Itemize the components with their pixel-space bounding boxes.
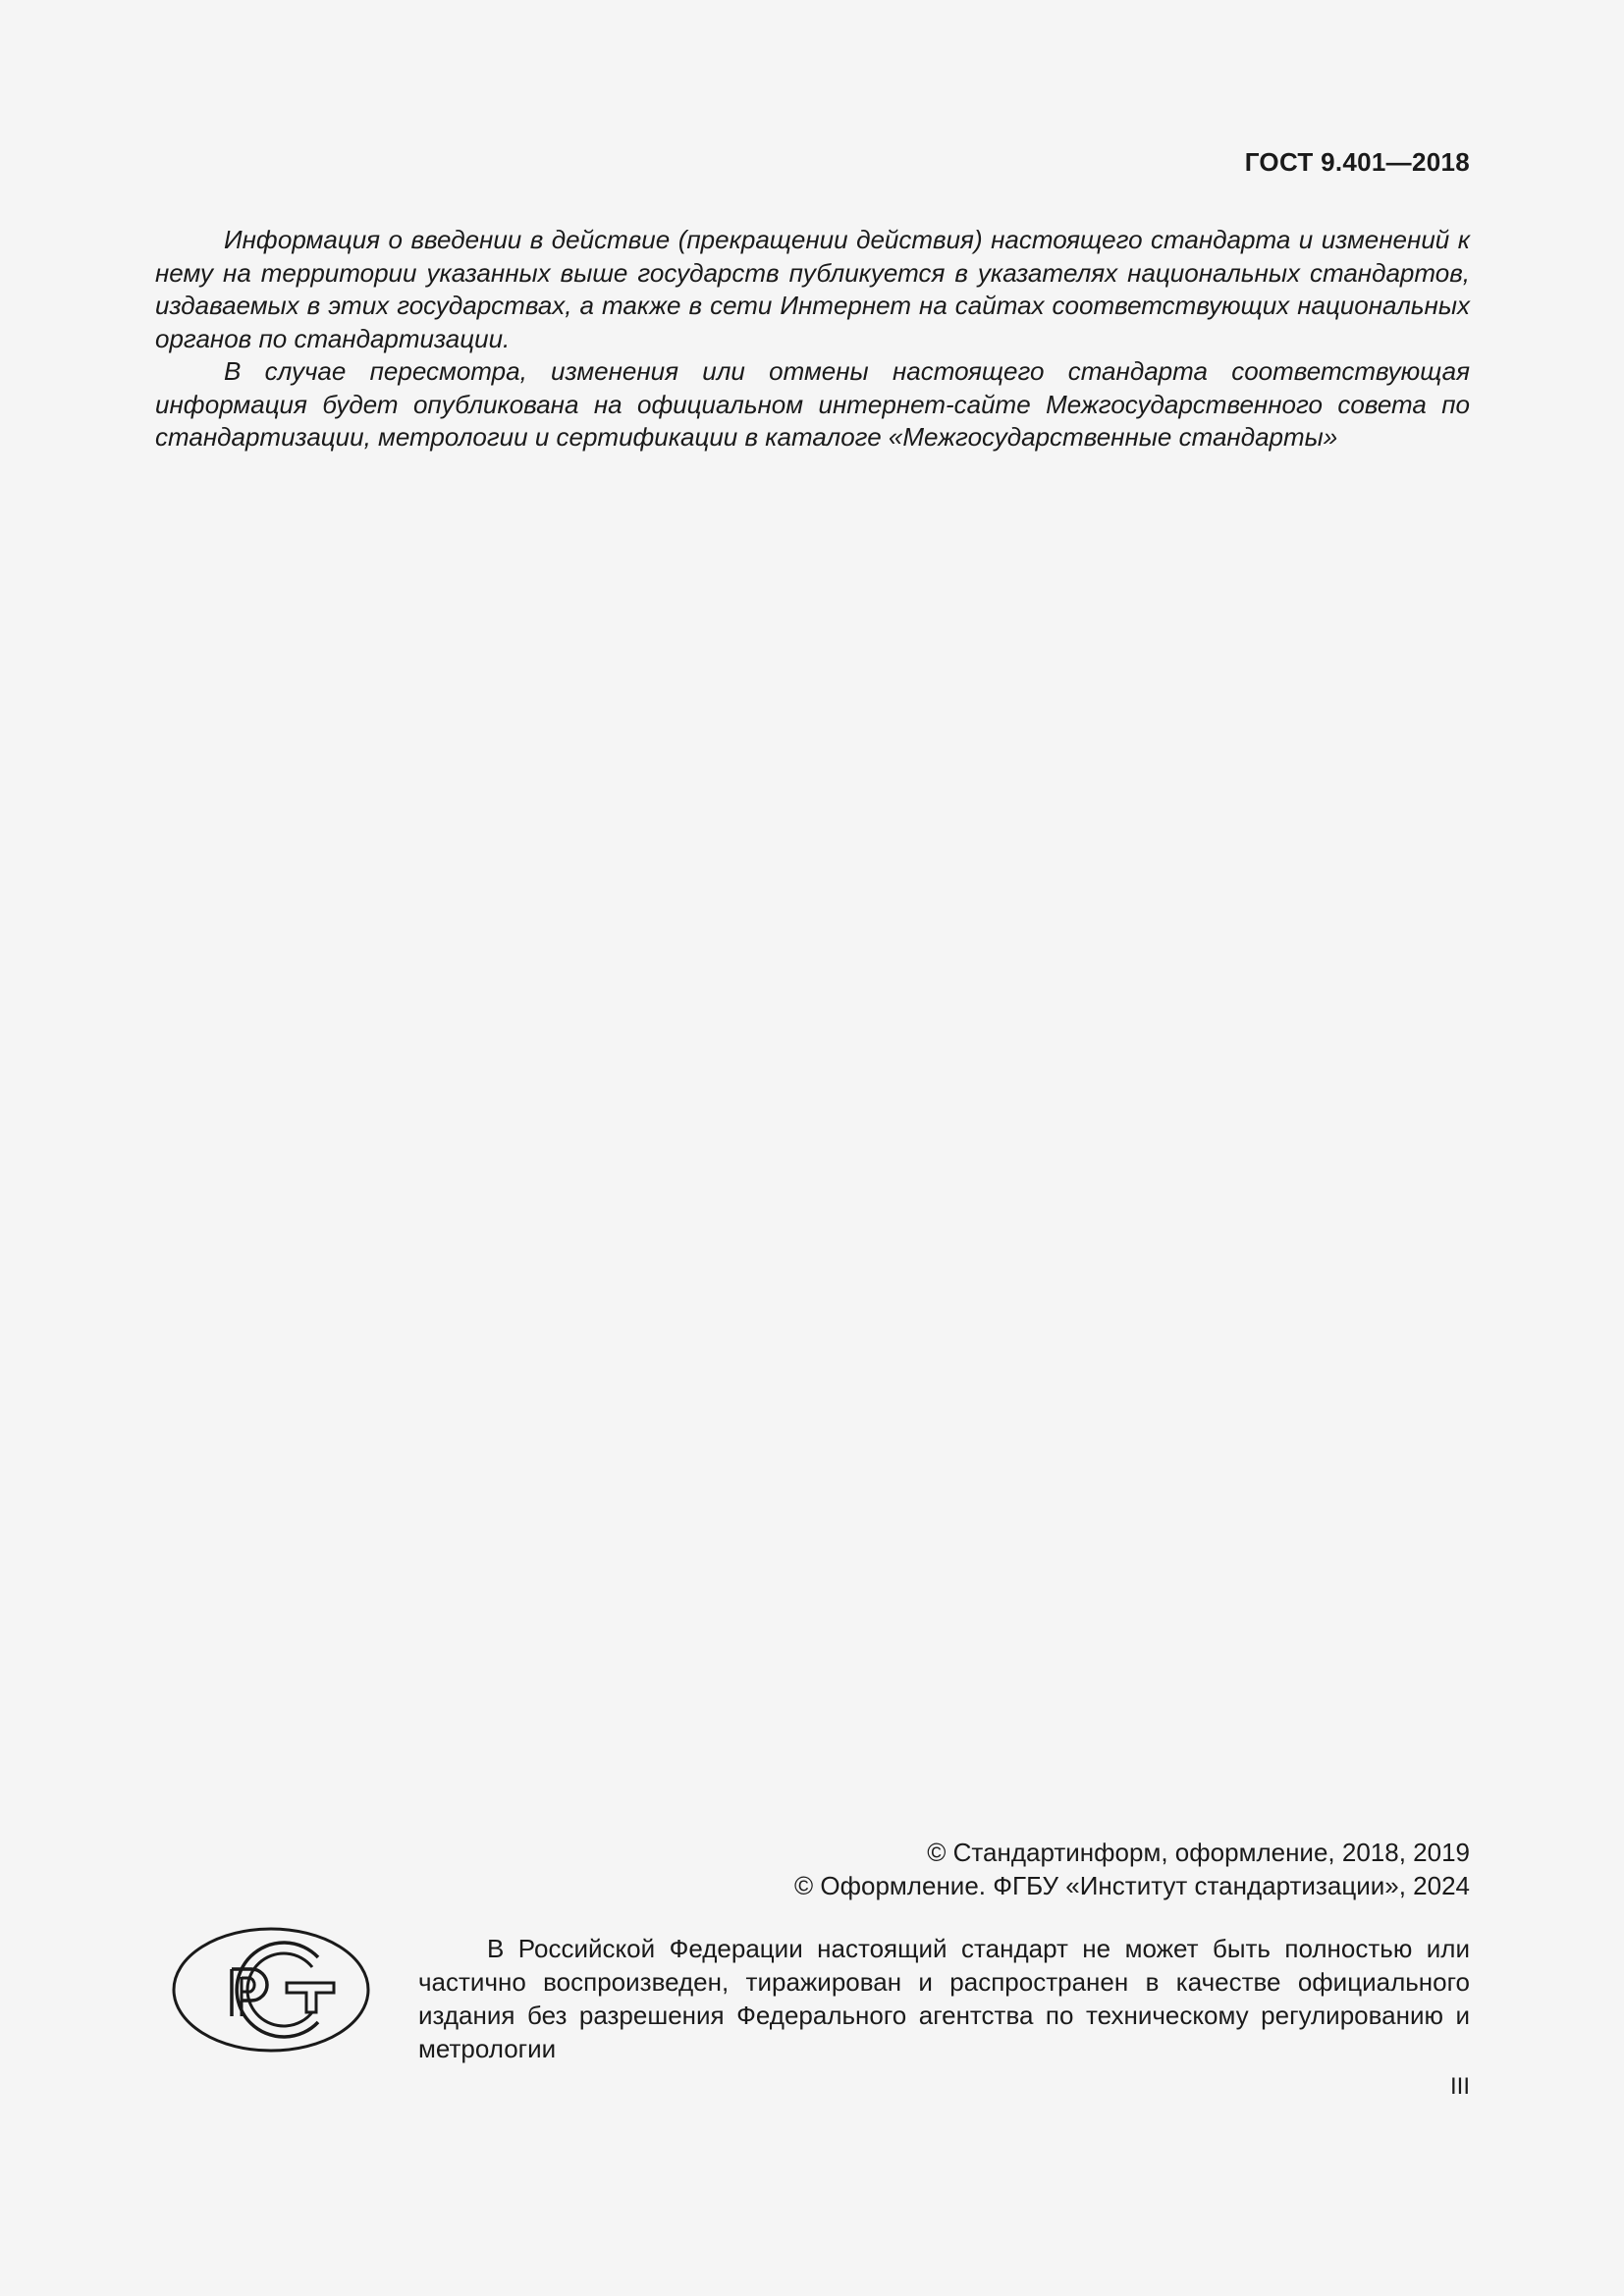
copyright-line: © Стандартинформ, оформление, 2018, 2019 bbox=[927, 1838, 1470, 1867]
rst-certification-mark-icon bbox=[171, 1926, 371, 2054]
document-code: ГОСТ 9.401—2018 bbox=[1244, 147, 1470, 177]
page-number: III bbox=[1449, 2073, 1470, 2100]
intro-paragraph: В случае пересмотра, изменения или отмены настоящего стандарта соответствующая информация будет опубликована на официальном интернет-сайте Межгосударственного совета по стандартизации, метрологии и сертификации в каталоге «Межгосударственные стандарты» bbox=[155, 356, 1470, 452]
copyright-notice: В Российской Федерации настоящий стандарт не может быть полностью или частично воспроизведен, тиражирован и распространен в качестве официального издания без разрешения Федерального агентства по техническому регулированию и метрологии bbox=[418, 1934, 1470, 2063]
copyright-block bbox=[586, 1836, 1470, 1902]
copyright-line: © Оформление. ФГБУ «Институт стандартизации», 2024 bbox=[794, 1871, 1470, 1900]
intro-text bbox=[155, 224, 1470, 454]
intro-paragraph: Информация о введении в действие (прекращении действия) настоящего стандарта и изменений к нему на территории указанных выше государств публикуется в указателях национальных стандартов, издаваемых в этих государствах, а также в сети Интернет на сайтах соответствующих национальных органов по стандартизации. bbox=[155, 225, 1470, 353]
